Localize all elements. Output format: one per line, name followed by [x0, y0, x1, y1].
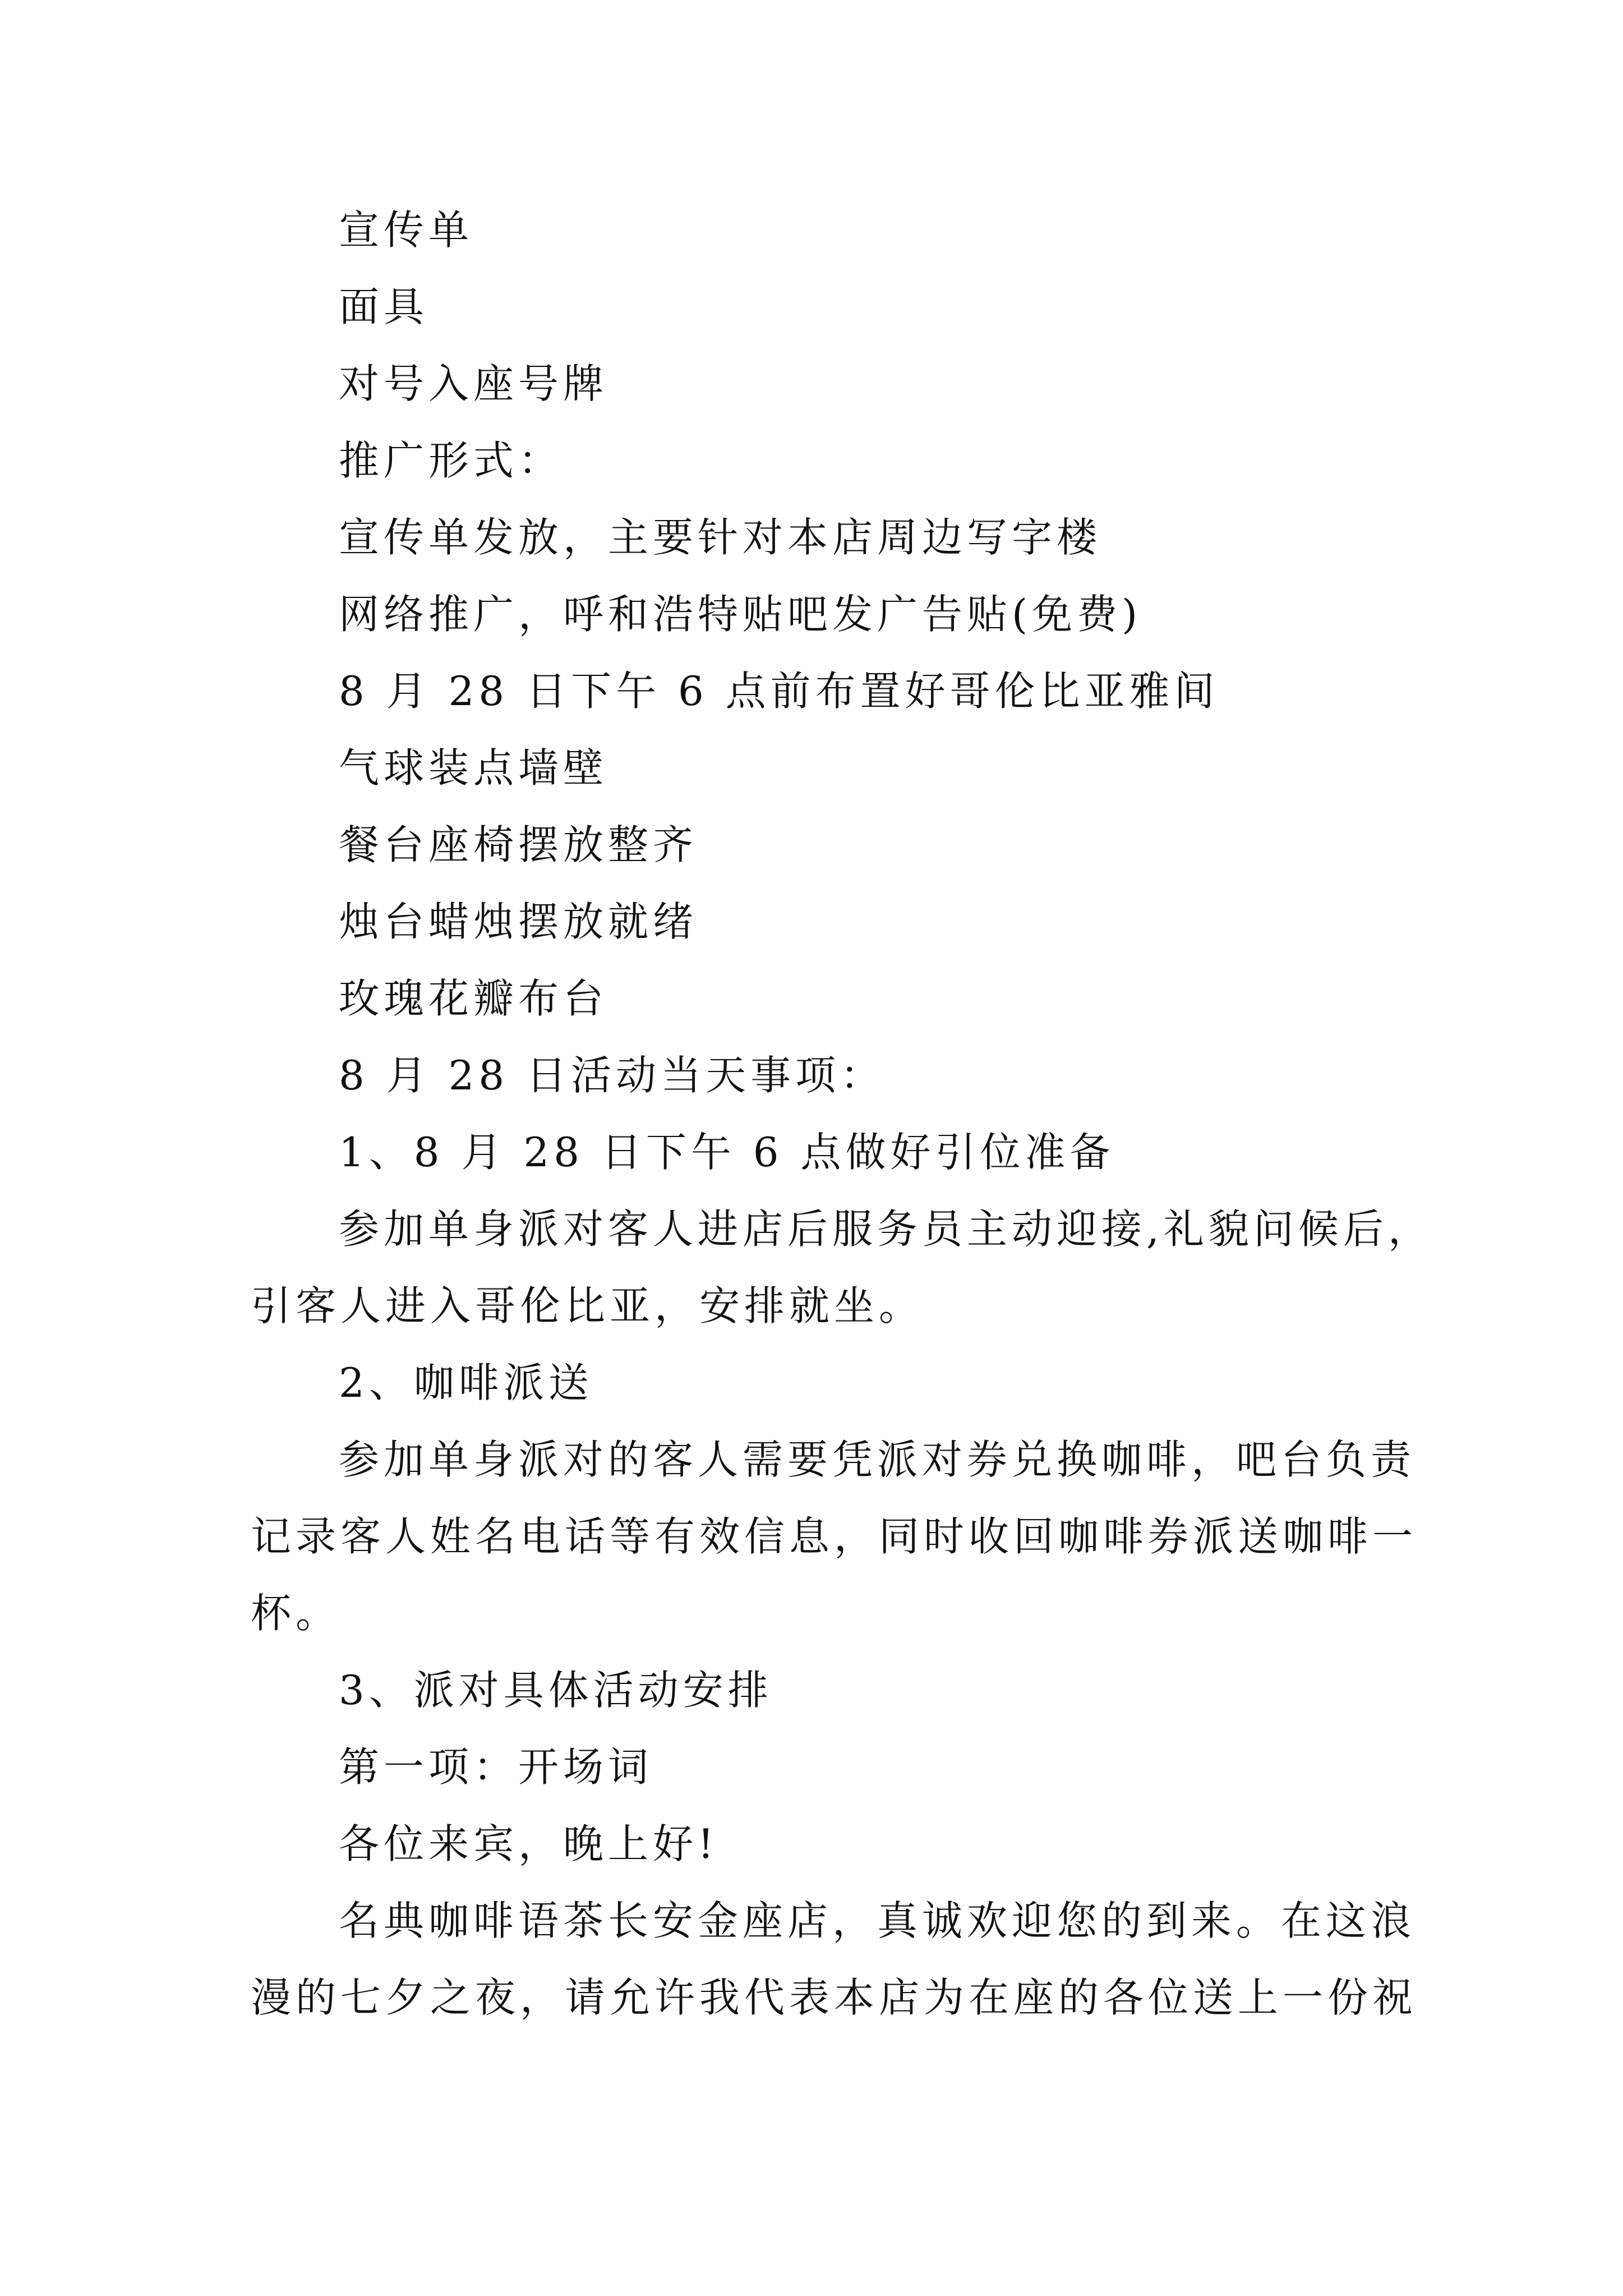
text-line: 面具: [339, 283, 429, 330]
numbered-item: 2、咖啡派送: [339, 1359, 593, 1406]
paragraph-line: 漫的七夕之夜，请允许我代表本店为在座的各位送上一份祝: [251, 1974, 1418, 2021]
text-line: 气球装点墙壁: [339, 744, 608, 792]
text-line: 网络推广，呼和浩特贴吧发广告贴(免费): [339, 591, 1142, 638]
paragraph-line: 名典咖啡语茶长安金座店，真诚欢迎您的到来。在这浪: [339, 1897, 1416, 1944]
section-heading: 推广形式：: [339, 437, 564, 484]
text-line: 宣传单发放，主要针对本店周边写字楼: [339, 514, 1102, 561]
paragraph-line: 各位来宾，晚上好!: [339, 1820, 718, 1867]
text-line: 8 月 28 日下午 6 点前布置好哥伦比亚雅间: [339, 668, 1219, 715]
paragraph-line: 参加单身派对客人进店后服务员主动迎接,礼貌问候后，: [339, 1205, 1433, 1253]
text-line: 餐台座椅摆放整齐: [339, 821, 698, 868]
section-heading: 8 月 28 日活动当天事项：: [339, 1052, 886, 1099]
document-body: [251, 192, 1433, 2036]
numbered-item: 1、8 月 28 日下午 6 点做好引位准备: [339, 1129, 1115, 1176]
text-line: 玫瑰花瓣布台: [339, 975, 608, 1022]
paragraph-line: 杯。: [251, 1590, 341, 1637]
section-heading: 第一项：开场词: [339, 1743, 653, 1791]
text-line: 对号入座号牌: [339, 360, 608, 407]
paragraph-line: 引客人进入哥伦比亚，安排就坐。: [251, 1282, 924, 1329]
text-line: 宣传单: [339, 206, 474, 254]
paragraph-line: 参加单身派对的客人需要凭派对券兑换咖啡，吧台负责: [339, 1436, 1416, 1483]
numbered-item: 3、派对具体活动安排: [339, 1667, 773, 1714]
paragraph-line: 记录客人姓名电话等有效信息，同时收回咖啡券派送咖啡一: [251, 1513, 1418, 1560]
text-line: 烛台蜡烛摆放就绪: [339, 898, 698, 945]
